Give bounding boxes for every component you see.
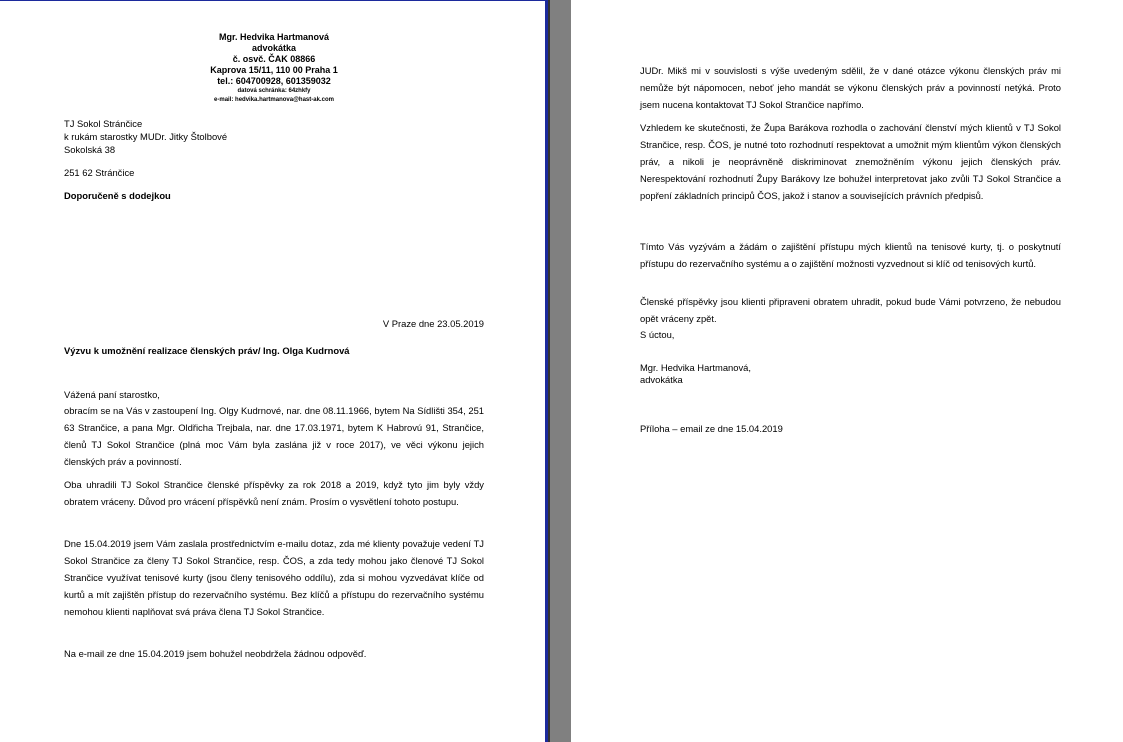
page-top-border bbox=[0, 0, 545, 1]
paragraph: Tímto Vás vyzývám a žádám o zajištění přístupu mých klientů na tenisové kurty, tj. o poskytnutí přístupu do rezervačního systému a o zajištění možnosti vyzvednout si klíč od tenisových kurtů. bbox=[640, 241, 1061, 269]
recipient-postcode: 251 62 Stránčice bbox=[64, 167, 135, 178]
data-box: datová schránka: 64zhkfy bbox=[237, 88, 311, 94]
bar-registration: č. osvč. ČAK 08866 bbox=[232, 54, 316, 64]
letterhead bbox=[64, 32, 484, 105]
lawyer-phone: tel.: 604700928, 601359032 bbox=[217, 76, 331, 86]
lawyer-email: e-mail: hedvika.hartmanova@hast-ak.com bbox=[214, 97, 334, 103]
attachment-note: Příloha – email ze dne 15.04.2019 bbox=[640, 423, 783, 434]
lawyer-name: Mgr. Hedvika Hartmanová bbox=[218, 32, 330, 42]
signature-title: advokátka bbox=[640, 374, 683, 385]
lawyer-title: advokátka bbox=[251, 43, 297, 53]
document-page-2 bbox=[571, 0, 1123, 742]
paragraph: Členské příspěvky jsou klienti připraveni obratem uhradit, pokud bude Vámi potvrzeno, že nebudou opět vráceny zpět. bbox=[640, 296, 1061, 324]
paragraph: Na e-mail ze dne 15.04.2019 jsem bohužel neobdržela žádnou odpověď. bbox=[64, 648, 367, 659]
salutation: Vážená paní starostko, bbox=[64, 389, 160, 400]
paragraph: Vzhledem ke skutečnosti, že Župa Barákova rozhodla o zachování členství mých klientů v TJ Sokol Strančice, resp. ČOS, je nutné toto rozhodnutí respektovat a umožnit mým klientům výkon členských práv, a nikoli je neoprávněně diskriminovat znemožněním výkonu jejich členských práv. Nerespektování rozhodnutí Župy Barákovy lze bohužel interpretovat jako zvůli TJ Sokol Strančice a popření základních principů ČOS, jakož i stanov a souvisejících právních předpisů. bbox=[640, 122, 1061, 201]
document-page-1 bbox=[0, 0, 545, 742]
closing: S úctou, bbox=[640, 329, 675, 340]
delivery-note: Doporučeně s dodejkou bbox=[64, 190, 171, 201]
signature-name: Mgr. Hedvika Hartmanová, bbox=[640, 362, 751, 373]
paragraph: JUDr. Mikš mi v souvislosti s výše uvedeným sdělil, že v dané otázce výkonu členských práv mi nemůže být nápomocen, neboť jeho mandát se výkonu členských práv a povinností netýká. Proto jsem nucena kontaktovat TJ Sokol Strančice napřímo. bbox=[640, 65, 1061, 110]
letter-subject: Výzvu k umožnění realizace členských práv/ Ing. Olga Kudrnová bbox=[64, 345, 350, 356]
letter-date: V Praze dne 23.05.2019 bbox=[382, 318, 484, 329]
page-gutter bbox=[550, 0, 571, 742]
recipient-line: Sokolská 38 bbox=[64, 144, 116, 155]
recipient-address bbox=[64, 117, 484, 156]
recipient-line: k rukám starostky MUDr. Jitky Štolbové bbox=[64, 131, 228, 142]
signature bbox=[640, 362, 1061, 386]
paragraph: Oba uhradili TJ Sokol Strančice členské příspěvky za rok 2018 a 2019, když tyto jim byly vždy obratem vráceny. Důvod pro vrácení příspěvků není znám. Prosím o vysvětlení tohoto postupu. bbox=[64, 479, 484, 507]
lawyer-address: Kaprova 15/11, 110 00 Praha 1 bbox=[210, 65, 338, 75]
paragraph: obracím se na Vás v zastoupení Ing. Olgy Kudrnové, nar. dne 08.11.1966, bytem Na Sídlišti 354, 251 63 Strančice, a pana Mgr. Oldřicha Trejbala, nar. dne 17.03.1971, bytem K Habrovú 91, Strančice, členů TJ Sokol Strančice (plná moc Vám byla zaslána již v roce 2017), ve věci výkonu jejich členských práv a povinností. bbox=[64, 405, 484, 467]
paragraph: Dne 15.04.2019 jsem Vám zaslala prostřednictvím e-mailu dotaz, zda mé klienty považuje vedení TJ Sokol Strančice za členy TJ Sokol Strančice, resp. ČOS, a zda tedy mohou jako členové TJ Sokol Strančice využívat tenisové kurty (jsou členy tenisového oddílu), zda si mohou vyzvedávat klíče od kurtů a mít zajištěn přístup do rezervačního systému. Bez klíčů a přístupu do rezervačního systému nemohou klienti naplňovat svá práva člena TJ Sokol Strančice. bbox=[64, 538, 484, 617]
recipient-line: TJ Sokol Stránčice bbox=[64, 118, 143, 129]
